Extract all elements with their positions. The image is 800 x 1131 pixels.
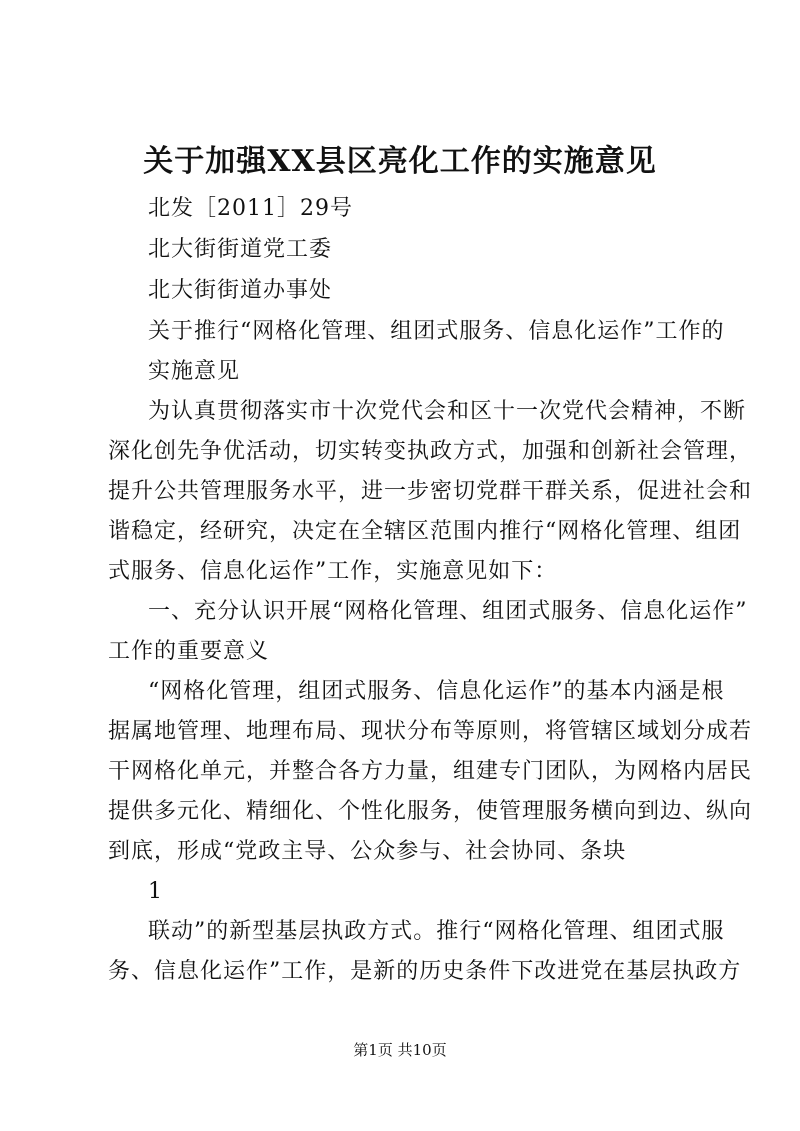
issuer-office: 北大街街道办事处 <box>148 278 333 303</box>
document-title: 关于加强XX县区亮化工作的实施意见 <box>143 144 657 179</box>
inline-page-number: 1 <box>148 879 163 904</box>
subtitle-line-2: 实施意见 <box>148 359 241 384</box>
paragraph-line: 深化创先争优活动，切实转变执政方式，加强和创新社会管理， <box>108 439 753 464</box>
paragraph-line: 务、信息化运作”工作，是新的历史条件下改进党在基层执政方 <box>108 959 742 984</box>
paragraph-line: 提供多元化、精细化、个性化服务，使管理服务横向到边、纵向 <box>108 799 753 824</box>
page-footer: 第1页 共10页 <box>353 1041 447 1059</box>
doc-number: 北发［2011］29号 <box>148 196 353 221</box>
paragraph-line: 提升公共管理服务水平，进一步密切党群干群关系，促进社会和 <box>108 479 753 504</box>
paragraph-line: 为认真贯彻落实市十次党代会和区十一次党代会精神，不断 <box>148 399 747 424</box>
section-heading-line: 一、充分认识开展“网格化管理、组团式服务、信息化运作” <box>148 599 748 624</box>
paragraph-line: 干网格化单元，并整合各方力量，组建专门团队，为网格内居民 <box>108 759 753 784</box>
subtitle-line-1: 关于推行“网格化管理、组团式服务、信息化运作”工作的 <box>148 319 725 344</box>
paragraph-line: 据属地管理、地理布局、现状分布等原则，将管辖区域划分成若 <box>108 719 753 744</box>
paragraph-line: “网格化管理，组团式服务、信息化运作”的基本内涵是根 <box>148 679 725 704</box>
paragraph-line: 联动”的新型基层执政方式。推行“网格化管理、组团式服 <box>148 919 725 944</box>
paragraph-line: 式服务、信息化运作”工作，实施意见如下： <box>108 559 558 584</box>
section-heading-line: 工作的重要意义 <box>108 639 270 664</box>
paragraph-line: 谐稳定，经研究，决定在全辖区范围内推行“网格化管理、组团 <box>108 519 742 544</box>
issuer-party-committee: 北大街街道党工委 <box>148 237 333 262</box>
paragraph-line: 到底，形成“党政主导、公众参与、社会协同、条块 <box>108 839 627 864</box>
